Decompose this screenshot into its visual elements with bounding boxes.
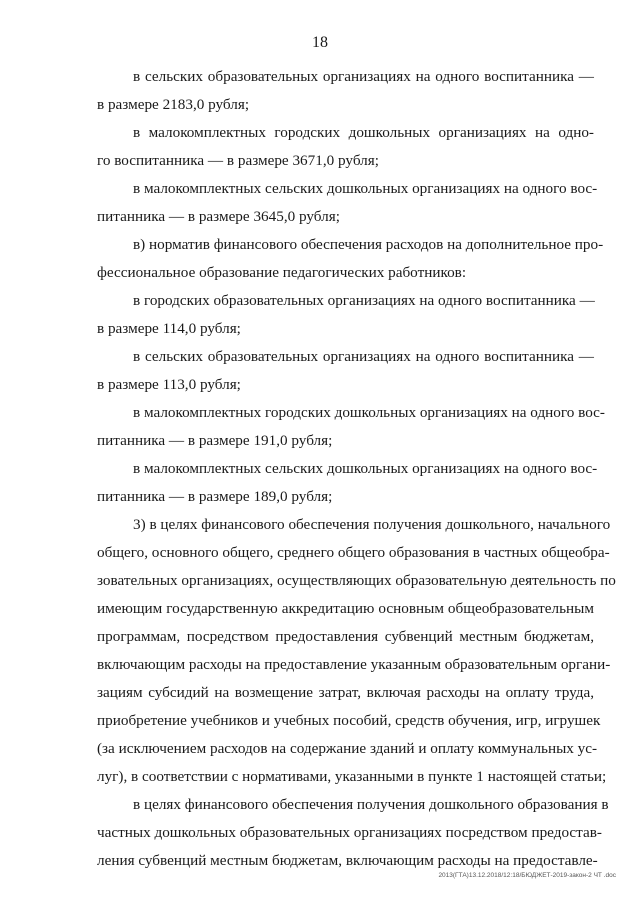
text-line: в сельских образовательных организациях на одного воспитанника — xyxy=(133,68,594,85)
text-line: ления субвенций местным бюджетам, включающим расходы на предоставле- xyxy=(97,852,598,869)
text-line: луг), в соответствии с нормативами, указанными в пункте 1 настоящей статьи; xyxy=(97,768,607,785)
text-line: в малокомплектных сельских дошкольных организациях на одного вос- xyxy=(133,460,598,477)
text-line: в малокомплектных городских дошкольных организациях на одного вос- xyxy=(133,404,605,421)
text-line: питанника — в размере 191,0 рубля; xyxy=(97,432,333,449)
page-number: 18 xyxy=(312,34,328,51)
text-line: частных дошкольных образовательных организациях посредством предостав- xyxy=(97,824,602,841)
text-line: питанника — в размере 3645,0 рубля; xyxy=(97,208,340,225)
text-line: го воспитанника — в размере 3671,0 рубля; xyxy=(97,152,379,169)
text-line: в размере 114,0 рубля; xyxy=(97,320,241,337)
text-line: включающим расходы на предоставление указанным образовательным органи- xyxy=(97,656,611,673)
text-line: в малокомплектных сельских дошкольных организациях на одного вос- xyxy=(133,180,598,197)
text-line: в целях финансового обеспечения получения дошкольного образования в xyxy=(133,796,609,813)
text-line: 3) в целях финансового обеспечения получения дошкольного, начального xyxy=(133,516,611,533)
text-line: в сельских образовательных организациях на одного воспитанника — xyxy=(133,348,594,365)
text-line: в городских образовательных организациях на одного воспитанника — xyxy=(133,292,595,309)
text-line: питанника — в размере 189,0 рубля; xyxy=(97,488,333,505)
text-line: зовательных организациях, осуществляющих образовательную деятельность по xyxy=(97,572,616,589)
text-line: зациям субсидий на возмещение затрат, включая расходы на оплату труда, xyxy=(97,684,594,701)
text-line: фессиональное образование педагогических работников: xyxy=(97,264,467,281)
text-line: в) норматив финансового обеспечения расходов на дополнительное про- xyxy=(133,236,604,253)
text-line: имеющим государственную аккредитацию основным общеобразовательным xyxy=(97,600,594,617)
text-line: в размере 2183,0 рубля; xyxy=(97,96,250,113)
text-line: (за исключением расходов на содержание зданий и оплату коммунальных ус- xyxy=(97,740,598,757)
text-line: в малокомплектных городских дошкольных организациях на одно- xyxy=(133,124,594,141)
text-line: в размере 113,0 рубля; xyxy=(97,376,241,393)
text-line: общего, основного общего, среднего общего образования в частных общеобра- xyxy=(97,544,610,561)
text-line: программам, посредством предоставления субвенций местным бюджетам, xyxy=(97,628,594,645)
text-line: приобретение учебников и учебных пособий, средств обучения, игр, игрушек xyxy=(97,712,601,729)
document-footer: 2013(ГТА)13.12.2018/12:18/БЮДЖЕТ-2019-закон-2 ЧТ .doc xyxy=(438,872,616,879)
